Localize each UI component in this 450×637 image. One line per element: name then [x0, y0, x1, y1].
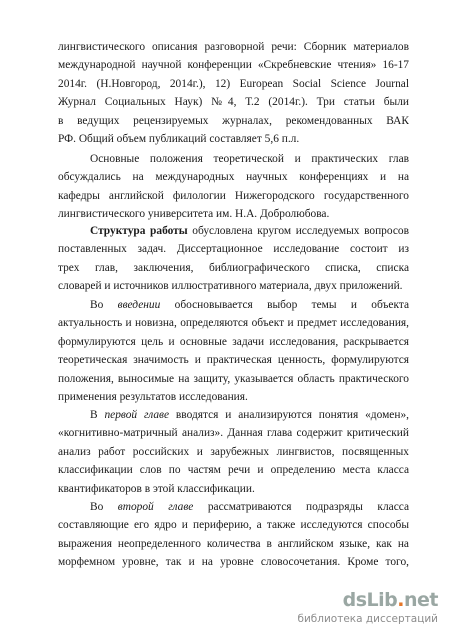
text-line: выражения неопределенного количества в английском языке, как на	[58, 537, 409, 550]
watermark-logo-tld: net	[404, 589, 438, 611]
watermark-subtitle: библиотека диссертаций	[297, 613, 438, 625]
text-line: квантификаторов в этой классификации.	[58, 482, 255, 495]
paragraph-chapter-one	[58, 406, 409, 498]
text-line: лингвистического описания разговорной речи: Сборник материалов	[58, 41, 409, 53]
paragraph-approbation	[58, 150, 409, 224]
text-line: Журнал Социальных Наук) №4, Т.2 (2014г.). Три статьи были	[58, 96, 409, 109]
text-line: трех глав, заключения, библиографического списка, списка	[58, 261, 409, 274]
text-line: формулируются цель и основные задачи исследования, раскрывается	[58, 335, 409, 348]
text-line: лингвистического университета им. Н.А. Добролюбова.	[58, 208, 330, 221]
watermark-logo-dot: .	[397, 589, 404, 611]
text-line: анализ работ российских и зарубежных лингвистов, посвященных	[58, 445, 409, 458]
text-span: рассматриваются подразряды класса	[207, 501, 409, 513]
text-line: «когнитивно-матричный анализ». Данная глава содержит критический	[58, 427, 409, 440]
text-line	[58, 498, 409, 516]
text-span: обосновывается выбор темы и объекта	[174, 299, 409, 311]
text-line: составляющие его ядро и периферию, а также исследуются способы	[58, 519, 409, 532]
text-line: в ведущих рецензируемых журналах, рекомендованных ВАК	[58, 114, 409, 127]
text-line: морфемном уровне, так и на уровне словосочетания. Кроме того,	[58, 556, 409, 569]
text-line: применения результатов исследования.	[58, 390, 248, 403]
text-span: обусловлена кругом исследуемых вопросов	[192, 225, 409, 237]
site-watermark	[297, 589, 438, 629]
text-line: классификации слов по частям речи и определению места класса	[58, 464, 409, 477]
text-line: международной научной конференции «Скребневские чтения» 16-17	[58, 59, 409, 72]
text-span: Во	[90, 299, 118, 311]
section-heading-structure: Структура работы	[90, 225, 188, 237]
text-line: положения, выносимые на защиту, указывается область практического	[58, 372, 409, 385]
text-line: теоретическая значимость и практическая ценность, формулируются	[58, 354, 409, 367]
paragraph-chapter-two	[58, 498, 409, 572]
italic-term: второй главе	[117, 501, 194, 513]
paragraph-publications	[58, 38, 409, 148]
text-span: вводятся и анализируются понятия «домен»,	[175, 409, 409, 421]
text-line: поставленных задач. Диссертационное исследование состоит из	[58, 243, 409, 256]
text-line: 2014г. (Н.Новгород, 2014г.), 12) European Social Science Journal	[58, 77, 409, 90]
text-span: В	[90, 409, 105, 421]
paragraph-structure	[58, 222, 409, 296]
italic-term: первой главе	[104, 409, 170, 421]
watermark-logo	[343, 589, 438, 611]
text-line: актуальность и новизна, определяются объект и предмет исследования,	[58, 317, 409, 330]
italic-term: введении	[117, 299, 161, 311]
text-line	[58, 296, 409, 314]
text-span: Во	[90, 501, 118, 513]
text-line: кафедры английской филологии Нижегородского государственного	[58, 189, 409, 202]
text-line: РФ. Общий объем публикаций составляет 5,6 п.л.	[58, 132, 300, 145]
watermark-logo-main: dsLib	[342, 589, 398, 611]
text-line: обсуждались на международных научных конференциях и на	[58, 171, 409, 184]
text-line: словарей и источников иллюстративного материала, двух приложений.	[58, 280, 403, 293]
paragraph-introduction	[58, 296, 409, 406]
text-line	[58, 222, 409, 240]
text-line	[58, 406, 409, 424]
text-line: Основные положения теоретической и практических глав	[90, 153, 409, 165]
